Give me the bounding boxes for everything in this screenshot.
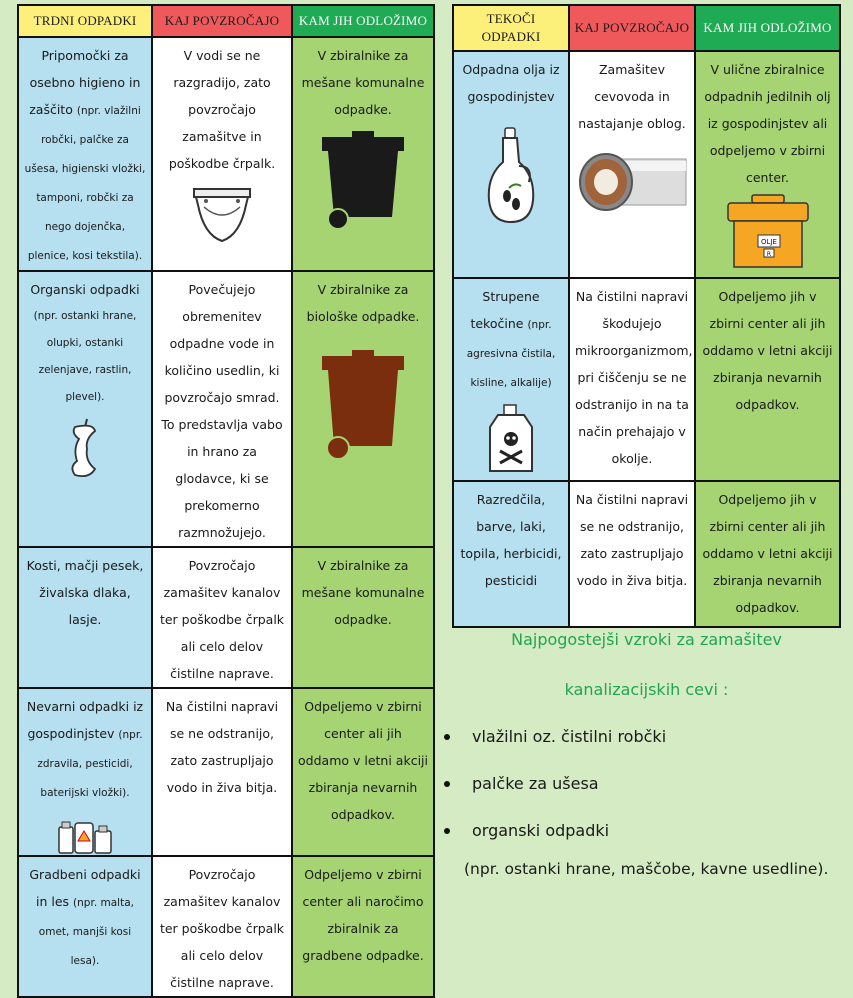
causes-note: (npr. ostanki hrane, maščobe, kavne usedline). — [464, 860, 829, 878]
cause-text: Na čistilni napravi škodujejo mikroorganizmom, pri čiščenju se ne odstranijo in na ta način prehajajo v okolje. — [575, 289, 693, 466]
waste-type-note: (npr. ostanki hrane, olupki, ostanki zelenjave, rastlin, plevel). — [33, 310, 137, 403]
list-item — [444, 722, 853, 769]
waste-type: Kosti, mačji pesek, živalska dlaka, lasje. — [26, 558, 144, 627]
header-disposal: KAM JIH ODLOŽIMO — [695, 5, 840, 51]
waste-type-cell — [18, 856, 152, 997]
cause-cell — [152, 856, 292, 997]
disposal-cell — [292, 271, 434, 547]
cause-cell — [152, 37, 292, 271]
list-item — [444, 769, 853, 816]
causes-subtitle: kanalizacijskih cevi : — [564, 680, 729, 699]
disposal-text: Odpeljemo v zbirni center ali jih oddamo v letni akciji zbiranja nevarnih odpadkov. — [298, 699, 428, 822]
cause-text: Povzročajo zamašitev kanalov ter poškodbe črpalk ali celo delov čistilne naprave. — [159, 867, 285, 990]
disposal-text: Odpeljemo v zbirni center ali naročimo zbiralnik za gradbene odpadke. — [302, 867, 424, 963]
liquid-waste-table — [452, 4, 841, 628]
waste-type-cell — [453, 481, 569, 627]
cause-text: Zamašitev cevovoda in nastajanje oblog. — [578, 62, 686, 131]
cause-text: Na čistilni napravi se ne odstranijo, zato zastrupljajo vodo in živa bitja. — [165, 699, 279, 795]
poison-bottle-icon — [488, 403, 534, 473]
disposal-text: V zbiralnike za mešane komunalne odpadke. — [301, 558, 425, 627]
cause-cell — [569, 481, 695, 627]
oil-container-sub: R — [766, 251, 771, 258]
apple-core-icon — [65, 417, 105, 481]
cause-cell — [152, 688, 292, 856]
waste-type: Pripomočki za osebno higieno in zaščito — [29, 48, 141, 117]
header-solid-waste: TRDNI ODPADKI — [18, 5, 152, 37]
cause-text: Povzročajo zamašitev kanalov ter poškodbe črpalk ali celo delov čistilne naprave. — [159, 558, 285, 681]
header-disposal: KAM JIH ODLOŽIMO — [292, 5, 434, 37]
waste-type-cell — [18, 688, 152, 856]
waste-type: Nevarni odpadki iz gospodinjstev — [26, 699, 144, 741]
waste-type-cell — [18, 547, 152, 688]
list-item-text: vlažilni oz. čistilni robčki — [472, 727, 667, 746]
disposal-cell — [695, 481, 840, 627]
header-cause: KAJ POVZROČAJO — [569, 5, 695, 51]
disposal-text: Odpeljemo jih v zbirni center ali jih oddamo v letni akciji zbiranja nevarnih odpadkov. — [702, 289, 833, 412]
clogged-pipe-icon — [576, 151, 688, 213]
cause-cell — [569, 278, 695, 481]
disposal-text: V zbiralnike za mešane komunalne odpadke. — [301, 48, 425, 117]
list-item-text: organski odpadki — [472, 821, 610, 840]
disposal-cell — [292, 856, 434, 997]
cause-text: V vodi se ne razgradijo, zato povzročajo zamašitve in poškodbe črpalk. — [168, 48, 276, 171]
oil-container-label: OLJE — [760, 238, 777, 246]
waste-type: Razredčila, barve, laki, topila, herbicidi, pesticidi — [460, 492, 562, 588]
disposal-cell — [695, 51, 840, 278]
disposal-cell — [695, 278, 840, 481]
bullet-icon — [444, 828, 450, 834]
disposal-cell — [292, 37, 434, 271]
disposal-cell — [292, 547, 434, 688]
disposal-text: Odpeljemo jih v zbirni center ali jih oddamo v letni akciji zbiranja nevarnih odpadkov. — [702, 492, 833, 615]
waste-type-cell — [453, 51, 569, 278]
cause-cell — [569, 51, 695, 278]
causes-list — [444, 722, 853, 863]
disposal-text: V ulične zbiralnice odpadnih jedilnih olj iz gospodinjstev ali odpeljemo v zbirni center. — [704, 62, 831, 185]
header-liquid-waste: TEKOČI ODPADKI — [453, 5, 569, 51]
disposal-cell — [292, 688, 434, 856]
waste-type: Odpadna olja iz gospodinjstev — [462, 62, 560, 104]
waste-type: Organski odpadki — [30, 282, 140, 297]
causes-title: Najpogostejši vzroki za zamašitev — [511, 630, 782, 649]
waste-type: Strupene tekočine — [470, 289, 540, 331]
waste-type-cell — [18, 37, 152, 271]
waste-type-note: (npr. malta, omet, manjši kosi lesa). — [38, 897, 134, 967]
oil-bottle-icon — [483, 126, 539, 226]
oil-container-icon — [726, 193, 810, 269]
list-item — [444, 816, 853, 863]
waste-type-note: (npr. zdravila, pesticidi, baterijski vložki). — [37, 729, 143, 799]
brown-bin-icon — [320, 348, 406, 462]
disposal-text: V zbiralnike za biološke odpadke. — [306, 282, 420, 324]
solid-waste-table — [17, 4, 435, 998]
chemical-bottles-icon — [55, 813, 115, 855]
waste-type-cell — [453, 278, 569, 481]
bullet-icon — [444, 781, 450, 787]
header-cause: KAJ POVZROČAJO — [152, 5, 292, 37]
cause-text: Na čistilni napravi se ne odstranijo, zato zastrupljajo vodo in živa bitja. — [575, 492, 689, 588]
diaper-icon — [190, 183, 254, 245]
list-item-text: palčke za ušesa — [472, 774, 599, 793]
waste-type-note: (npr. agresivna čistila, kisline, alkalije) — [466, 319, 556, 389]
cause-cell — [152, 547, 292, 688]
waste-type-cell — [18, 271, 152, 547]
cause-cell — [152, 271, 292, 547]
waste-type-note: (npr. vlažilni robčki, palčke za ušesa, higienski vložki, tamponi, robčki za nego dojenčka, plenice, kosi tekstila). — [24, 105, 146, 262]
black-bin-icon — [320, 129, 406, 231]
cause-text: Povečujejo obremenitev odpadne vode in količino usedlin, ki povzročajo smrad. To predstavlja vabo in hrano za glodavce, ki se prekomerno razmnožujejo. — [161, 282, 283, 540]
bullet-icon — [444, 734, 450, 740]
waste-type: Gradbeni odpadki in les — [29, 867, 141, 909]
